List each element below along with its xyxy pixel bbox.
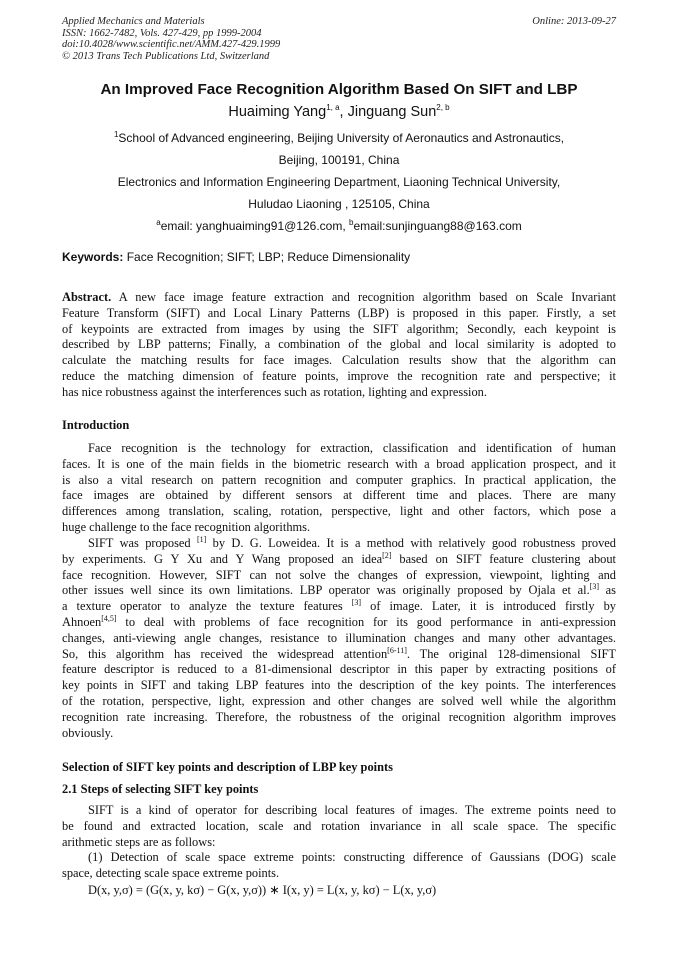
section-2-paragraph-1: SIFT is a kind of operator for describing local features of images. The extreme points need to be found and extracted location, scale and rotation invariance in all scale space. The specific arithmetic steps are as follows: bbox=[62, 803, 616, 849]
introduction-heading: Introduction bbox=[62, 418, 130, 432]
intro-paragraph-2: SIFT was proposed [1] by D. G. Loweidea. It is a method with relatively good robustness proved by experiments. G Y Xu and Y Wang proposed an idea[2] based on SIFT feature clustering about face recognition. However, SIFT can not solve the changes of expression, viewpoint, lighting and other issues well since its own limitations. LBP operator was originally proposed by Ojala et al.[3] as a texture operator to analyze the texture features [3] of image. Later, it is introduced firstly by Ahnoen[4,5] to deal with problems of face recognition for its good performance in anti-expression changes, anti-viewing angle changes, resistance to illumination changes and many other advantages. So, this algorithm has received the widespread attention[6-11]. The original 128-dimensional SIFT feature descriptor is reduced to a 81-dimensional descriptor in this paper by extracting positions of key points in SIFT and taking LBP features into the description of the key points. The interferences of the rotation, perspective, light, expression and other changes are solved well while the algorithm recognition rate increasing. Therefore, the robustness of the original recognition algorithm improves obviously. bbox=[62, 534, 617, 740]
journal-header bbox=[62, 16, 280, 62]
author-2: Jinguang Sun bbox=[347, 104, 437, 120]
affiliation-2-city: Huludao Liaoning , 125105, China bbox=[248, 197, 430, 211]
affiliation-1: $^1$School of Advanced engineering, Beijing University of Aeronautics and Astronautics, bbox=[113, 130, 565, 145]
paper-title: An Improved Face Recognition Algorithm Based On SIFT and LBP bbox=[100, 81, 578, 98]
author-1: Huaiming Yang bbox=[228, 104, 327, 120]
email-line: $^a$email: yanghuaiming91@126.com, $^b$email:sunjinguang88@163.com bbox=[156, 218, 522, 233]
citation: [1] bbox=[196, 534, 207, 544]
affil-1-marker: 1 bbox=[113, 130, 119, 139]
journal-name: Applied Mechanics and Materials bbox=[62, 16, 205, 27]
citation: [3] bbox=[589, 582, 599, 592]
dog-formula: D(x, y,σ) = (G(x, y, kσ) − G(x, y,σ)) ∗ I(x, y) = L(x, y, kσ) − L(x, y,σ) bbox=[88, 883, 437, 897]
online-date: Online: 2013-09-27 bbox=[532, 16, 616, 27]
keywords-label: Keywords: bbox=[62, 250, 124, 264]
section-2-paragraph-2: (1) Detection of scale space extreme points: constructing difference of Gaussians (DOG) scale space, detecting scale space extreme points. bbox=[62, 850, 616, 880]
keywords-text: Face Recognition; SIFT; LBP; Reduce Dimensionality bbox=[123, 250, 411, 264]
subsection-2-1-heading: 2.1 Steps of selecting SIFT key points bbox=[62, 782, 259, 796]
author-sep: , bbox=[339, 104, 348, 120]
citation: [4,5] bbox=[101, 613, 117, 623]
author-2-affil: 2, b bbox=[436, 103, 450, 113]
affiliation-2: Electronics and Information Engineering Department, Liaoning Technical University, bbox=[117, 175, 561, 189]
citation: [2] bbox=[382, 550, 392, 560]
email-a: email: yanghuaiming91@126.com, bbox=[160, 219, 349, 233]
email-b: email:sunjinguang88@163.com bbox=[353, 219, 522, 233]
author-list bbox=[0, 104, 678, 120]
doi-line: doi:10.4028/www.scientific.net/AMM.427-429.1999 bbox=[62, 39, 281, 50]
affiliation-1-city: Beijing, 100191, China bbox=[278, 153, 400, 167]
keywords bbox=[62, 250, 616, 264]
issn-line: ISSN: 1662-7482, Vols. 427-429, pp 1999-2004 bbox=[62, 27, 262, 39]
citation: [6-11] bbox=[387, 645, 407, 655]
author-1-affil: 1, a bbox=[326, 103, 340, 113]
abstract: Abstract. A new face image feature extraction and recognition algorithm based on Scale Invariant Feature Transform (SIFT) and Local Linary Patterns (LBP) is proposed in this paper. Firstly, a set of keypoints are extracted from images by using the SIFT algorithm; Secondly, each keypoint is described by LBP patterns; Finally, a combination of the global and local similarity is adopted to calculate the matching results for face images. Calculation results show that the algorithm can reduce the matching dimension of feature points, improve the recognition rate and perspective; it has nice robustness against the interferences such as rotation, lighting and expression. bbox=[62, 290, 616, 399]
abstract-label: Abstract. bbox=[62, 290, 112, 304]
section-2-heading: Selection of SIFT key points and description of LBP key points bbox=[62, 760, 393, 774]
copyright-line: © 2013 Trans Tech Publications Ltd, Switzerland bbox=[62, 50, 270, 62]
intro-paragraph-1: Face recognition is the technology for extraction, classification and identification of human faces. It is one of the main fields in the biometric research with a broad application prospect, and it is also a vital research on pattern recognition and computer graphics. In practical application, the face images are obtained by different sensors at different time and places. There are many differences among translation, scaling, rotation, perspective, light and other factors, which pose a huge challenge to the face recognition algorithms. bbox=[62, 441, 616, 534]
citation: [3] bbox=[351, 598, 362, 608]
